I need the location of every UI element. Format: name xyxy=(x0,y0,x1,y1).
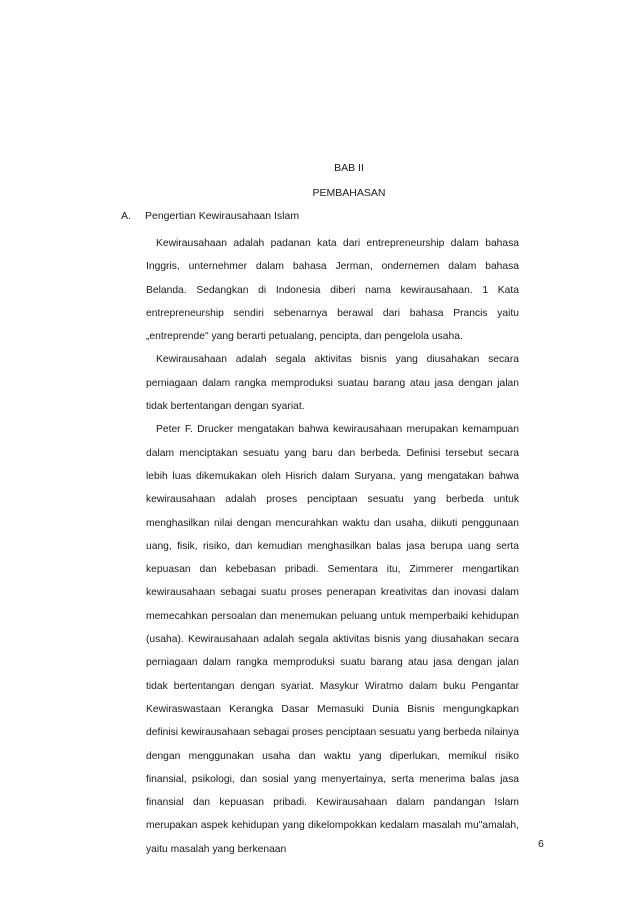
paragraph: Peter F. Drucker mengatakan bahwa kewirausahaan merupakan kemampuan dalam menciptakan sesuatu yang baru dan berbeda. Definisi tersebut secara lebih luas dikemukakan oleh Hisrich dalam Suryana, yang mengatakan bahwa kewirausahaan adalah proses penciptaan sesuatu yang berbeda untuk menghasilkan nilai dengan mencurahkan waktu dan usaha, diikuti penggunaan uang, fisik, risiko, dan kemudian menghasilkan balas jasa berupa uang serta kepuasan dan kebebasan pribadi. Sementara itu, Zimmerer mengartikan kewirausahaan sebagai suatu proses penerapan kreativitas dan inovasi dalam memecahkan persoalan dan menemukan peluang untuk memperbaiki kehidupan (usaha). Kewirausahaan adalah segala aktivitas bisnis yang diusahakan secara perniagaan dalam rangka memproduksi suatu barang atau jasa dengan jalan tidak bertentangan dengan syariat. Masykur Wiratmo dalam buku Pengantar Kewiraswastaan Kerangka Dasar Memasuki Dunia Bisnis mengungkapkan definisi kewirausahaan sebagai proses penciptaan sesuatu yang berbeda nilainya dengan menggunakan usaha dan waktu yang diperlukan, memikul risiko finansial, psikologi, dan sosial yang menyertainya, serta menerima balas jasa finansial dan kepuasan pribadi. Kewirausahaan dalam pandangan Islam merupakan aspek kehidupan yang dikelompokkan kedalam masalah mu"amalah, yaitu masalah yang berkenaan xyxy=(146,424,519,855)
section-letter: A. xyxy=(121,210,131,222)
chapter-label: BAB II xyxy=(334,162,364,174)
section-heading xyxy=(121,209,299,223)
chapter-title: PEMBAHASAN xyxy=(312,187,386,199)
paragraph: Kewirausahaan adalah segala aktivitas bisnis yang diusahakan secara perniagaan dalam rangka memproduksi suatau barang atau jasa dengan jalan tidak bertentangan dengan syariat. xyxy=(146,354,519,413)
paragraph: Kewirausahaan adalah padanan kata dari entrepreneurship dalam bahasa Inggris, unternehmer dalam bahasa Jerman, ondernemen dalam bahasa Belanda. Sedangkan di Indonesia diberi nama kewirausahaan. 1 Kata entrepreneurship sendiri sebenarnya berawal dari bahasa Prancis yaitu „entreprende" yang berarti petualang, pencipta, dan pengelola usaha. xyxy=(146,238,519,343)
section-title: Pengertian Kewirausahaan Islam xyxy=(145,210,300,222)
page-number: 6 xyxy=(538,838,544,850)
body-text xyxy=(146,232,519,861)
